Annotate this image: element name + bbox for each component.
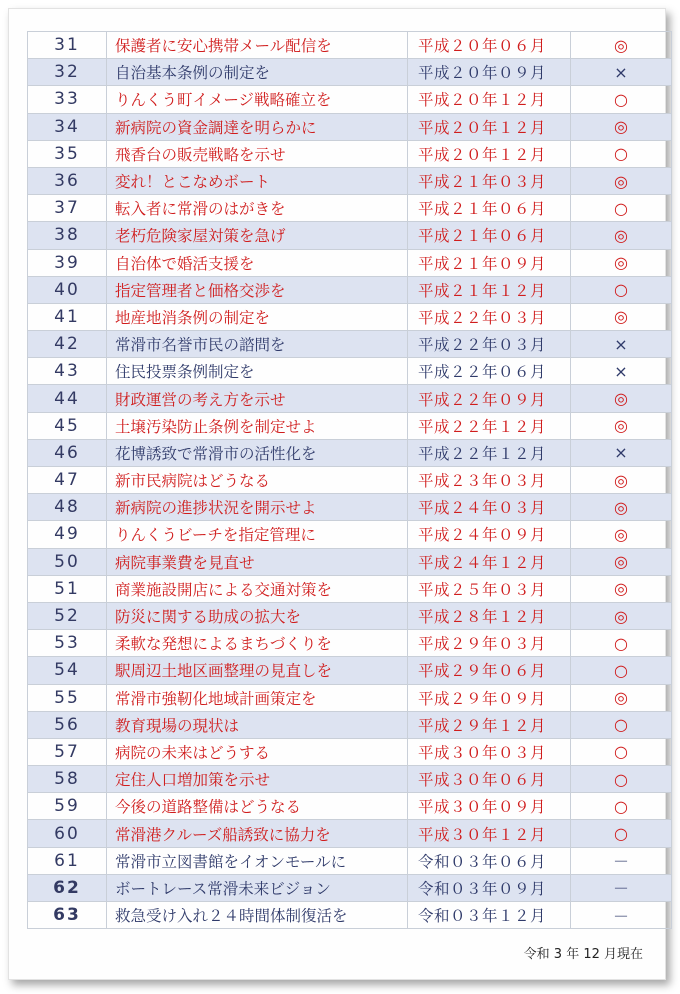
question-date: 平成２２年０３月 [408,303,571,330]
result-mark: × [571,331,672,358]
question-title: 常滑市名誉市民の諮問を [107,331,408,358]
table-row [28,602,672,629]
table-row [28,494,672,521]
result-mark: ○ [571,276,672,303]
table-row [28,59,672,86]
question-date: 平成２３年０３月 [408,467,571,494]
table-row [28,548,672,575]
question-date: 平成２１年１２月 [408,276,571,303]
table-row [28,222,672,249]
row-number: 53 [28,630,107,657]
table-row [28,684,672,711]
question-date: 平成２２年０９月 [408,385,571,412]
question-title: 土壌汚染防止条例を制定せよ [107,412,408,439]
row-number: 60 [28,820,107,847]
table-row [28,385,672,412]
question-date: 平成２２年１２月 [408,412,571,439]
row-number: 59 [28,793,107,820]
question-date: 平成２９年０３月 [408,630,571,657]
result-mark: ○ [571,793,672,820]
result-mark: × [571,439,672,466]
row-number: 57 [28,738,107,765]
question-title: 住民投票条例制定を [107,358,408,385]
row-number: 40 [28,276,107,303]
question-title: 病院事業費を見直せ [107,548,408,575]
table-row [28,195,672,222]
question-date: 平成２０年０９月 [408,59,571,86]
result-mark: ○ [571,195,672,222]
row-number: 44 [28,385,107,412]
table-row [28,439,672,466]
result-mark: ◎ [571,412,672,439]
document-page [8,8,666,980]
row-number: 47 [28,467,107,494]
result-mark: × [571,358,672,385]
question-title: 新市民病院はどうなる [107,467,408,494]
table-row [28,521,672,548]
question-date: 平成２２年１２月 [408,439,571,466]
row-number: 43 [28,358,107,385]
result-mark: ◎ [571,467,672,494]
table-row [28,847,672,874]
table-row [28,657,672,684]
row-number: 39 [28,249,107,276]
result-mark: ◎ [571,494,672,521]
question-date: 平成３０年０９月 [408,793,571,820]
question-title: 老朽危険家屋対策を急げ [107,222,408,249]
row-number: 38 [28,222,107,249]
result-mark: × [571,59,672,86]
question-title: 指定管理者と価格交渉を [107,276,408,303]
table-body [28,32,672,929]
question-date: 平成２１年０６月 [408,222,571,249]
question-title: 駅周辺土地区画整理の見直しを [107,657,408,684]
question-title: 自治基本条例の制定を [107,59,408,86]
question-title: 財政運営の考え方を示せ [107,385,408,412]
question-title: 今後の道路整備はどうなる [107,793,408,820]
question-date: 平成２１年０３月 [408,167,571,194]
result-mark: ○ [571,738,672,765]
result-mark: ○ [571,766,672,793]
question-title: 常滑港クルーズ船誘致に協力を [107,820,408,847]
question-title: 転入者に常滑のはがきを [107,195,408,222]
row-number: 46 [28,439,107,466]
result-mark: ○ [571,711,672,738]
result-mark: ◎ [571,113,672,140]
question-title: 新病院の進捗状況を開示せよ [107,494,408,521]
row-number: 52 [28,602,107,629]
question-title: ボートレース常滑未来ビジョン [107,874,408,901]
question-date: 令和０３年０６月 [408,847,571,874]
question-date: 平成２１年０６月 [408,195,571,222]
question-date: 平成２５年０３月 [408,575,571,602]
question-date: 令和０３年１２月 [408,902,571,929]
question-date: 平成２４年１２月 [408,548,571,575]
question-date: 平成３０年０６月 [408,766,571,793]
table-row [28,276,672,303]
table-row [28,86,672,113]
question-date: 平成２９年０６月 [408,657,571,684]
question-title: 変れ！とこなめボート [107,167,408,194]
table-row [28,820,672,847]
row-number: 45 [28,412,107,439]
row-number: 56 [28,711,107,738]
question-title: 柔軟な発想によるまちづくりを [107,630,408,657]
result-mark: － [571,874,672,901]
table-row [28,249,672,276]
row-number: 42 [28,331,107,358]
result-mark: ○ [571,140,672,167]
question-title: 新病院の資金調達を明らかに [107,113,408,140]
question-title: 地産地消条例の制定を [107,303,408,330]
question-title: 保護者に安心携帯メール配信を [107,32,408,59]
row-number: 41 [28,303,107,330]
question-title: 教育現場の現状は [107,711,408,738]
table-row [28,711,672,738]
as-of-date: 令和 3 年 12 月現在 [523,947,643,962]
question-title: 自治体で婚活支援を [107,249,408,276]
question-title: 常滑市強靭化地域計画策定を [107,684,408,711]
question-title: 救急受け入れ２４時間体制復活を [107,902,408,929]
row-number: 36 [28,167,107,194]
question-date: 平成３０年０３月 [408,738,571,765]
row-number: 50 [28,548,107,575]
question-title: 飛香台の販売戦略を示せ [107,140,408,167]
row-number: 37 [28,195,107,222]
question-date: 平成２０年１２月 [408,86,571,113]
question-date: 令和０３年０９月 [408,874,571,901]
table-row [28,412,672,439]
table-row [28,766,672,793]
result-mark: ◎ [571,385,672,412]
result-mark: ○ [571,86,672,113]
row-number: 51 [28,575,107,602]
question-title: 定住人口増加策を示せ [107,766,408,793]
result-mark: ◎ [571,602,672,629]
result-mark: ○ [571,630,672,657]
row-number: 48 [28,494,107,521]
row-number: 54 [28,657,107,684]
question-date: 平成２０年１２月 [408,113,571,140]
question-date: 平成２０年０６月 [408,32,571,59]
table-row [28,467,672,494]
result-mark: ◎ [571,249,672,276]
table-row [28,874,672,901]
table-row [28,902,672,929]
table-row [28,738,672,765]
question-date: 平成３０年１２月 [408,820,571,847]
question-date: 平成２９年１２月 [408,711,571,738]
question-title: りんくうビーチを指定管理に [107,521,408,548]
result-mark: － [571,847,672,874]
table-row [28,140,672,167]
question-title: 花博誘致で常滑市の活性化を [107,439,408,466]
question-date: 平成２８年１２月 [408,602,571,629]
row-number: 63 [28,902,107,929]
table-row [28,630,672,657]
table-row [28,331,672,358]
question-title: 病院の未来はどうする [107,738,408,765]
result-mark: ◎ [571,575,672,602]
result-mark: ◎ [571,32,672,59]
table-row [28,575,672,602]
row-number: 33 [28,86,107,113]
result-mark: ◎ [571,303,672,330]
table-row [28,167,672,194]
question-date: 平成２２年０３月 [408,331,571,358]
table-row [28,303,672,330]
row-number: 32 [28,59,107,86]
table-row [28,32,672,59]
table-row [28,113,672,140]
question-date: 平成２０年１２月 [408,140,571,167]
question-title: 防災に関する助成の拡大を [107,602,408,629]
question-date: 平成２４年０３月 [408,494,571,521]
table-row [28,358,672,385]
row-number: 35 [28,140,107,167]
result-mark: ○ [571,820,672,847]
result-mark: ◎ [571,222,672,249]
question-title: 常滑市立図書館をイオンモールに [107,847,408,874]
question-date: 平成２９年０９月 [408,684,571,711]
result-mark: ◎ [571,684,672,711]
result-mark: ◎ [571,167,672,194]
table-row [28,793,672,820]
row-number: 62 [28,874,107,901]
question-history-table [27,31,672,929]
result-mark: ◎ [571,548,672,575]
row-number: 34 [28,113,107,140]
row-number: 61 [28,847,107,874]
row-number: 55 [28,684,107,711]
question-date: 平成２２年０６月 [408,358,571,385]
row-number: 49 [28,521,107,548]
row-number: 58 [28,766,107,793]
result-mark: － [571,902,672,929]
question-title: りんくう町イメージ戦略確立を [107,86,408,113]
row-number: 31 [28,32,107,59]
question-title: 商業施設開店による交通対策を [107,575,408,602]
result-mark: ◎ [571,521,672,548]
question-date: 平成２４年０９月 [408,521,571,548]
result-mark: ○ [571,657,672,684]
question-date: 平成２１年０９月 [408,249,571,276]
